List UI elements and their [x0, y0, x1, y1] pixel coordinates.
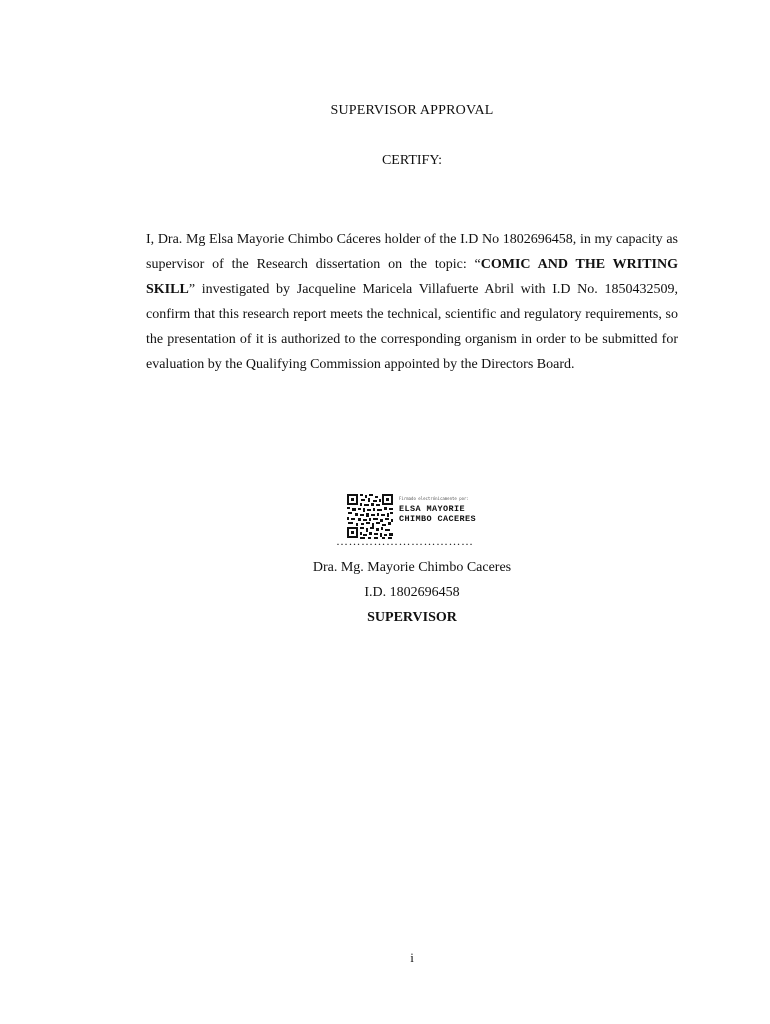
signatory-name: Dra. Mg. Mayorie Chimbo Caceres: [312, 560, 512, 575]
signature-caption: Firmado electrónicamente por:: [399, 496, 469, 501]
signatory-role: SUPERVISOR: [367, 610, 457, 625]
signatory-block: [0, 555, 770, 630]
research-topic: COMIC AND THE WRITING SKILL: [146, 257, 678, 297]
certification-paragraph: [146, 227, 678, 377]
signature-stamp-name: [399, 504, 476, 524]
electronic-signature: [346, 493, 496, 539]
signatory-id: I.D. 1802696458: [364, 585, 460, 600]
signature-stamp-line-2: CHIMBO CACERES: [399, 514, 477, 524]
page-subtitle: CERTIFY:: [381, 153, 443, 168]
page-title: SUPERVISOR APPROVAL: [330, 103, 494, 118]
signature-line: ……………………………: [336, 534, 474, 548]
paragraph-intro: I, Dra. Mg Elsa Mayorie Chimbo Cáceres holder of the I.D No 1802696458, in my capacity as supervisor of the Research dissertation on the topic: “: [146, 232, 678, 272]
signature-stamp-line-1: ELSA MAYORIE: [399, 504, 466, 514]
qr-code-icon: [346, 493, 394, 539]
paragraph-rest: ” investigated by Jacqueline Maricela Villafuerte Abril with I.D No. 1850432509, confirm that this research report meets the technical, scientific and regulatory requirements, so the presentation of it is authorized to the corresponding organism in order to be submitted for evaluation by the Qualifying Commission appointed by the Directors Board.: [146, 282, 678, 372]
page-number: i: [410, 950, 414, 965]
